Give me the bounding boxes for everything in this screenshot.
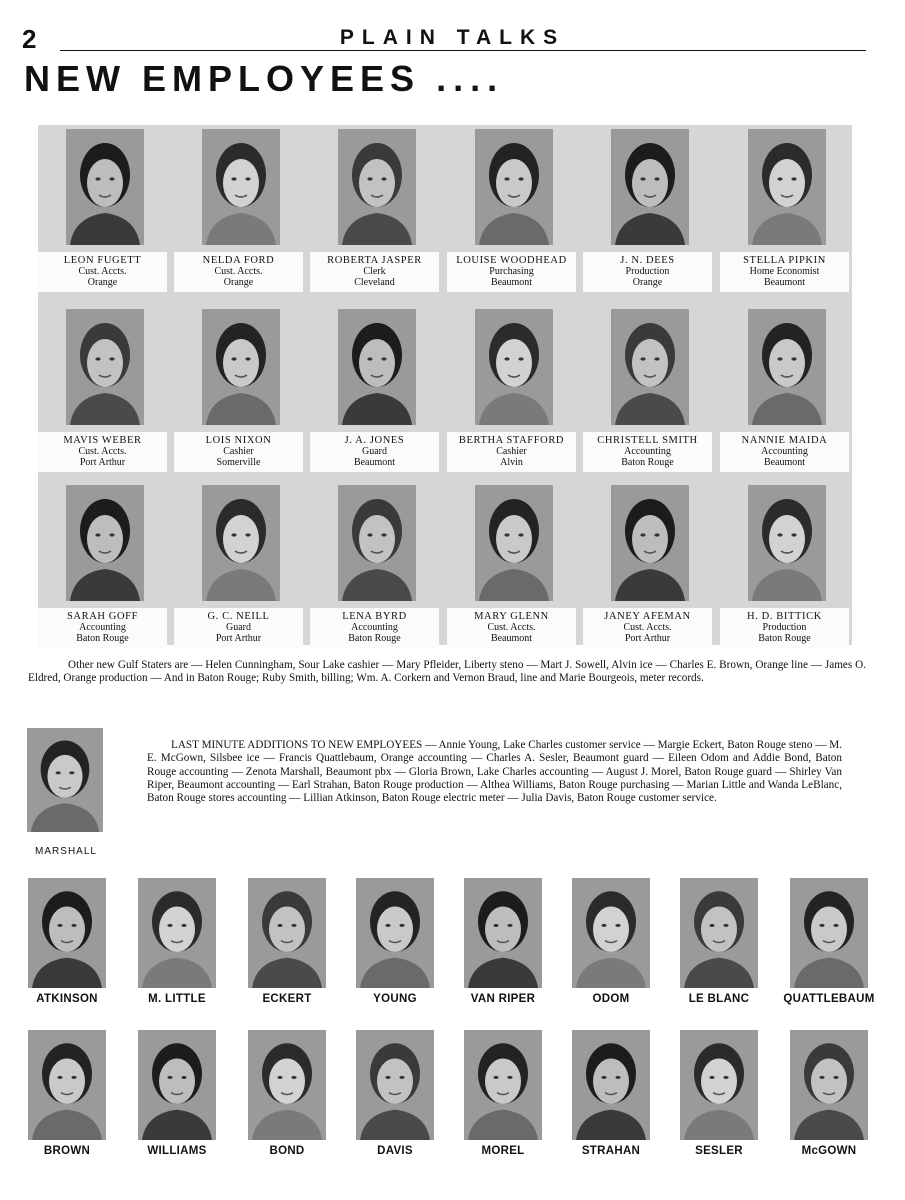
mug-label: YOUNG: [373, 993, 417, 1005]
mug-photo: [138, 1030, 216, 1140]
employee-city: Orange: [632, 277, 663, 288]
mug-shot: [138, 878, 216, 1010]
mug-label: ECKERT: [262, 993, 312, 1005]
employee-name: H. D. BITTICK: [747, 611, 822, 622]
employee-name: CHRISTELL SMITH: [597, 435, 698, 446]
mug-shot: [572, 878, 650, 1010]
name-card: [174, 432, 303, 472]
mug-label: VAN RIPER: [470, 993, 536, 1005]
mug-photo: [248, 878, 326, 988]
employee-photo: [611, 485, 689, 601]
employee-name: LENA BYRD: [342, 611, 407, 622]
employee-department: Cust. Accts.: [487, 622, 536, 633]
marshall-label: MARSHALL: [35, 846, 97, 857]
mug-photo: [356, 878, 434, 988]
mug-label: LE BLANC: [688, 993, 750, 1005]
employee-department: Purchasing: [489, 266, 534, 277]
employee-photo: [338, 309, 416, 425]
employee-name: ROBERTA JASPER: [327, 255, 422, 266]
employee-name: LOIS NIXON: [205, 435, 272, 446]
employee-photo: [475, 485, 553, 601]
employee-city: Beaumont: [763, 457, 806, 468]
other-employees-paragraph: Other new Gulf Staters are — Helen Cunningham, Sour Lake cashier — Mary Pfleider, Liberty steno — Mart J. Sowell, Alvin ice — Charles E. Brown, Orange line — James O. Eldred, Orange production — And in Baton Rouge; Ruby Smith, billing; Wm. A. Corkern and Vernon Braud, line and Marie Bourgeois, meter records.: [28, 659, 866, 685]
employee-department: Accounting: [79, 622, 126, 633]
employee-name: LOUISE WOODHEAD: [456, 255, 567, 266]
employee-city: Beaumont: [490, 277, 533, 288]
employee-department: Production: [762, 622, 807, 633]
mug-shot: [783, 878, 875, 1010]
mug-shot: [356, 878, 434, 1010]
mug-shot: [248, 1030, 326, 1162]
mug-photo: [28, 1030, 106, 1140]
name-card: [310, 252, 439, 292]
running-head: PLAIN TALKS: [339, 26, 566, 49]
mug-photo: [464, 1030, 542, 1140]
employee-entry: [310, 305, 439, 475]
employee-entry: [447, 305, 576, 475]
employee-department: Cust. Accts.: [623, 622, 672, 633]
employee-photo: [748, 129, 826, 245]
employee-city: Cleveland: [354, 277, 395, 288]
employee-city: Port Arthur: [79, 457, 126, 468]
employee-city: Baton Rouge: [348, 633, 401, 644]
employee-entry: [174, 305, 303, 475]
employee-name: MARY GLENN: [474, 611, 549, 622]
employee-entry: [38, 305, 167, 475]
employee-photo: [475, 129, 553, 245]
employee-city: Orange: [223, 277, 254, 288]
name-card: [720, 252, 849, 292]
employee-photo: [475, 309, 553, 425]
employee-department: Clerk: [363, 266, 386, 277]
name-card: [447, 432, 576, 472]
employee-department: Home Economist: [749, 266, 820, 277]
name-card: [310, 608, 439, 648]
name-card: [38, 432, 167, 472]
employee-department: Cust. Accts.: [78, 266, 127, 277]
name-card: [720, 432, 849, 472]
name-card: [447, 608, 576, 648]
name-card: [583, 608, 712, 648]
mug-photo: [356, 1030, 434, 1140]
name-card: [174, 252, 303, 292]
employee-city: Orange: [87, 277, 118, 288]
employee-city: Port Arthur: [624, 633, 671, 644]
mug-photo: [572, 878, 650, 988]
employee-entry: [38, 125, 167, 295]
employee-name: SARAH GOFF: [66, 611, 139, 622]
employee-entry: [720, 305, 849, 475]
employee-city: Baton Rouge: [758, 633, 811, 644]
mug-shot: [356, 1030, 434, 1162]
title-text: NEW EMPLOYEES: [24, 58, 421, 99]
mug-shot: [28, 878, 106, 1010]
page-number: 2: [22, 24, 37, 54]
employee-name: G. C. NEILL: [207, 611, 270, 622]
mug-photo: [790, 878, 868, 988]
employee-entry: [583, 125, 712, 295]
name-card: [447, 252, 576, 292]
mug-shot: [138, 1030, 216, 1162]
employee-department: Cashier: [223, 446, 254, 457]
employee-department: Cust. Accts.: [214, 266, 263, 277]
mug-label: DAVIS: [377, 1145, 413, 1157]
name-card: [310, 432, 439, 472]
employee-city: Beaumont: [353, 457, 396, 468]
mug-shot: [790, 1030, 868, 1162]
employee-entry: [38, 481, 167, 651]
mug-photo: [680, 878, 758, 988]
employee-name: LEON FUGETT: [63, 255, 142, 266]
mug-label: QUATTLEBAUM: [783, 993, 875, 1005]
mug-label: WILLIAMS: [147, 1145, 207, 1157]
employee-entry: [583, 481, 712, 651]
mug-photo: [28, 878, 106, 988]
employee-photo-board: [38, 125, 852, 645]
employee-photo: [66, 485, 144, 601]
employee-department: Guard: [226, 622, 251, 633]
employee-name: NANNIE MAIDA: [741, 435, 828, 446]
name-card: [38, 252, 167, 292]
mug-label: MOREL: [481, 1145, 525, 1157]
mug-label: M. LITTLE: [148, 993, 206, 1005]
employee-city: Beaumont: [763, 277, 806, 288]
employee-name: J. N. DEES: [620, 255, 675, 266]
employee-photo: [66, 309, 144, 425]
employee-city: Port Arthur: [215, 633, 262, 644]
mug-label: ATKINSON: [36, 993, 98, 1005]
mug-photo: [572, 1030, 650, 1140]
employee-city: Alvin: [500, 457, 523, 468]
employee-department: Accounting: [624, 446, 671, 457]
employee-name: BERTHA STAFFORD: [458, 435, 565, 446]
employee-entry: [447, 481, 576, 651]
employee-photo: [66, 129, 144, 245]
employee-department: Cashier: [496, 446, 527, 457]
employee-photo: [338, 485, 416, 601]
employee-department: Accounting: [351, 622, 398, 633]
employee-photo: [748, 309, 826, 425]
mug-shot: [572, 1030, 650, 1162]
mug-photo: [790, 1030, 868, 1140]
employee-photo: [202, 129, 280, 245]
mug-label: ODOM: [592, 993, 630, 1005]
marshall-photo: [27, 728, 103, 832]
name-card: [583, 432, 712, 472]
employee-entry: [447, 125, 576, 295]
employee-city: Baton Rouge: [76, 633, 129, 644]
employee-entry: [174, 125, 303, 295]
employee-entry: [583, 305, 712, 475]
employee-photo: [202, 485, 280, 601]
employee-department: Production: [625, 266, 670, 277]
mug-shot: [464, 1030, 542, 1162]
mug-shot: [680, 1030, 758, 1162]
mug-label: STRAHAN: [581, 1145, 641, 1157]
title-dots: ....: [436, 58, 505, 99]
mug-photo: [680, 1030, 758, 1140]
employee-name: JANEY AFEMAN: [604, 611, 691, 622]
employee-entry: [310, 481, 439, 651]
employee-city: Somerville: [216, 457, 261, 468]
employee-name: MAVIS WEBER: [63, 435, 142, 446]
employee-entry: [310, 125, 439, 295]
name-card: [720, 608, 849, 648]
employee-name: NELDA FORD: [202, 255, 275, 266]
employee-photo: [611, 309, 689, 425]
mug-photo: [248, 1030, 326, 1140]
employee-entry: [720, 481, 849, 651]
mug-shot: [680, 878, 758, 1010]
mug-label: BROWN: [43, 1145, 91, 1157]
employee-photo: [611, 129, 689, 245]
mug-shot: [28, 1030, 106, 1162]
mug-label: BOND: [269, 1145, 305, 1157]
mug-shot: [464, 878, 542, 1010]
employee-entry: [720, 125, 849, 295]
employee-city: Beaumont: [490, 633, 533, 644]
employee-department: Accounting: [761, 446, 808, 457]
mug-shot: [248, 878, 326, 1010]
mug-label: SESLER: [695, 1145, 743, 1157]
name-card: [38, 608, 167, 648]
employee-city: Baton Rouge: [621, 457, 674, 468]
employee-department: Guard: [362, 446, 387, 457]
employee-entry: [174, 481, 303, 651]
employee-photo: [202, 309, 280, 425]
name-card: [174, 608, 303, 648]
employee-photo: [748, 485, 826, 601]
mug-photo: [464, 878, 542, 988]
mug-label: McGOWN: [801, 1145, 857, 1157]
page-title: [24, 56, 504, 102]
employee-photo: [338, 129, 416, 245]
mug-photo: [138, 878, 216, 988]
additions-paragraph: LAST MINUTE ADDITIONS TO NEW EMPLOYEES — Annie Young, Lake Charles customer service — Margie Eckert, Baton Rouge steno — M. E. McGown, Silsbee ice — Francis Quattlebaum, Orange accounting — Charles A. Sesler, Beaumont guard — Eileen Odom and Addie Bond, Baton Rouge accounting — Zenota Marshall, Beaumont pbx — Gloria Brown, Lake Charles accounting — August J. Morel, Baton Rouge guard — Shirley Van Riper, Beaumont accounting — Earl Strahan, Baton Rouge production — Althea Williams, Baton Rouge purchasing — Marian Little and Wanda LeBlanc, Baton Rouge stores accounting — Lillian Atkinson, Baton Rouge electric meter — Julia Davis, Baton Rouge customer service.: [147, 739, 842, 805]
employee-name: STELLA PIPKIN: [743, 255, 826, 266]
employee-department: Cust. Accts.: [78, 446, 127, 457]
header-rule: [60, 50, 866, 51]
employee-name: J. A. JONES: [344, 435, 405, 446]
name-card: [583, 252, 712, 292]
